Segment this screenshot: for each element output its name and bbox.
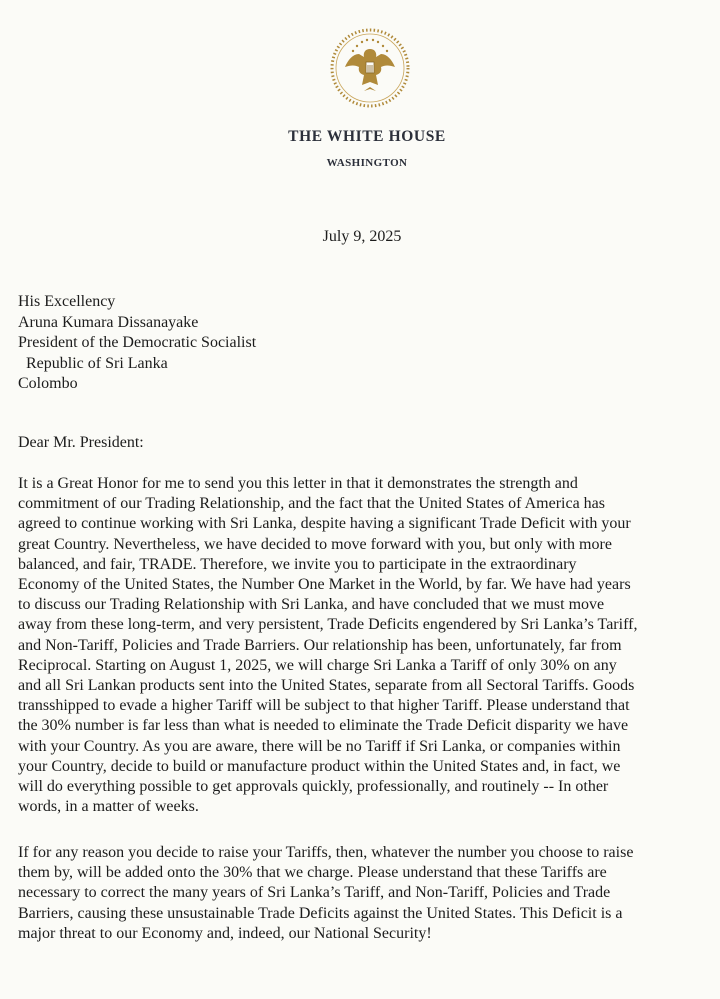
paragraph-line: great Country. Nevertheless, we have decided to move forward with you, but only with more	[18, 535, 612, 553]
paragraph-line: to discuss our Trading Relationship with Sri Lanka, and have concluded that we must move	[18, 596, 605, 614]
paragraph-line: will do everything possible to get approvals quickly, professionally, and routinely -- In other	[18, 778, 609, 796]
paragraph-line: Barriers, causing these unsustainable Trade Deficits against the United States. This Deficit is a	[18, 904, 623, 922]
paragraph-line: Economy of the United States, the Number One Market in the World, by far. We have had years	[18, 576, 631, 594]
address-line: President of the Democratic Socialist	[18, 334, 257, 351]
body-paragraph-2	[18, 843, 708, 944]
paragraph-line: away from these long-term, and very persistent, Trade Deficits engendered by Sri Lanka’s Tariff,	[18, 616, 638, 634]
address-line: Colombo	[18, 375, 78, 392]
paragraph-line: balanced, and fair, TRADE. Therefore, we invite you to participate in the extraordinary	[18, 555, 577, 573]
paragraph-line: If for any reason you decide to raise your Tariffs, then, whatever the number you choose to raise	[18, 844, 634, 861]
paragraph-line: agreed to continue working with Sri Lanka, despite having a significant Trade Deficit with your	[18, 515, 631, 533]
address-line: His Excellency	[18, 293, 116, 310]
paragraph-line: words, in a matter of weeks.	[18, 798, 199, 816]
paragraph-line: It is a Great Honor for me to send you this letter in that it demonstrates the strength and	[18, 475, 578, 492]
paragraph-line: transshipped to evade a higher Tariff will be subject to that higher Tariff. Please understand that	[18, 697, 630, 715]
paragraph-line: the 30% number is far less than what is needed to eliminate the Trade Deficit disparity we have	[18, 717, 629, 735]
paragraph-line: Reciprocal. Starting on August 1, 2025, we will charge Sri Lanka a Tariff of only 30% on any	[18, 656, 617, 674]
salutation: Dear Mr. President:	[18, 434, 144, 451]
paragraph-line: your Country, decide to build or manufacture product within the United States and, in fact, we	[18, 757, 621, 775]
letterhead-title: THE WHITE HOUSE	[288, 128, 446, 145]
address-line: Aruna Kumara Dissanayake	[18, 313, 199, 331]
paragraph-line: and all Sri Lankan products sent into the United States, separate from all Sectoral Tariffs. Goods	[18, 677, 635, 695]
paragraph-line: with your Country. As you are aware, there will be no Tariff if Sri Lanka, or companies within	[18, 737, 621, 755]
paragraph-line: major threat to our Economy and, indeed, our National Security!	[18, 924, 432, 942]
paragraph-line: necessary to correct the many years of Sri Lanka’s Tariff, and Non-Tariff, Policies and Trade	[18, 884, 611, 902]
paragraph-line: commitment of our Trading Relationship, and the fact that the United States of America has	[18, 495, 605, 513]
paragraph-line: them by, will be added onto the 30% that we charge. Please understand that these Tariffs are	[18, 864, 607, 882]
letter-date: July 9, 2025	[322, 228, 402, 245]
presidential-seal-icon	[329, 27, 411, 109]
body-paragraph-1	[18, 474, 708, 817]
address-line: Republic of Sri Lanka	[18, 354, 168, 372]
recipient-address	[18, 292, 256, 395]
letterhead-subtitle: WASHINGTON	[326, 157, 408, 169]
paragraph-line: and Non-Tariff, Policies and Trade Barriers. Our relationship has been, unfortunately, far from	[18, 636, 622, 654]
